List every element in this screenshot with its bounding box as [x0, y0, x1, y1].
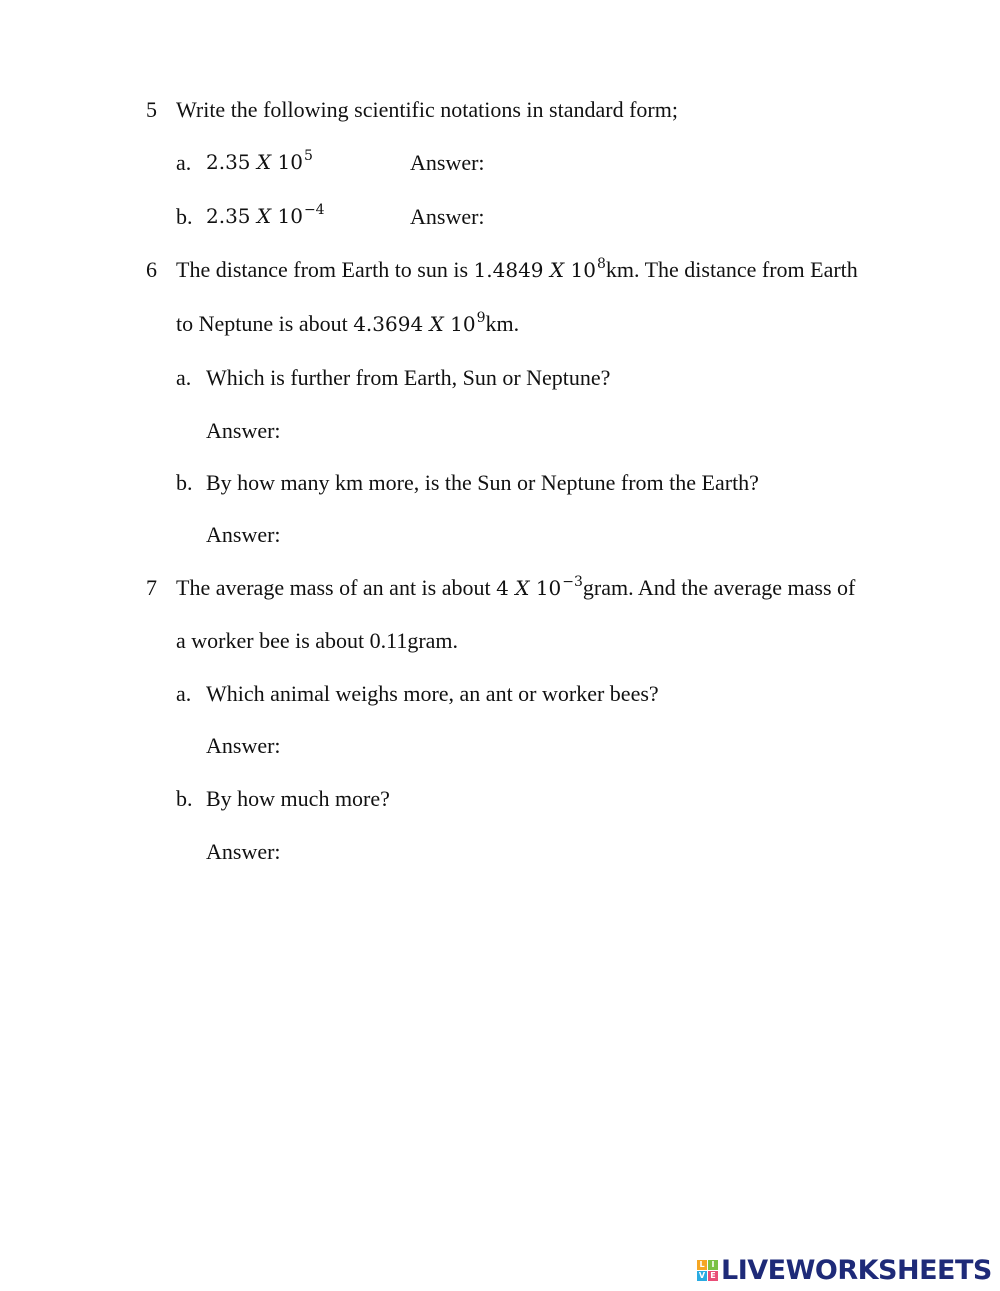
q5b-base: 10	[277, 204, 303, 228]
q7a-letter: a.	[176, 681, 192, 706]
q6-line2-pre: to Neptune is about	[176, 311, 354, 336]
q7a-answer-label: Answer:	[206, 733, 281, 758]
logo-mark-l: L	[697, 1260, 707, 1270]
question-6-line2	[176, 310, 520, 336]
q6b-letter: b.	[176, 470, 193, 495]
q5a-expression	[206, 148, 313, 174]
q7a-text: Which animal weighs more, an ant or worker bees?	[206, 681, 659, 706]
logo-mark-v: V	[698, 1270, 706, 1280]
q6-line1-pre: The distance from Earth to sun is	[176, 257, 474, 282]
q7b-answer-label: Answer:	[206, 839, 281, 864]
question-7-number: 7	[146, 575, 157, 600]
q7-line1-pre: The average mass of an ant is about	[176, 575, 497, 600]
q6a-answer-label: Answer:	[206, 418, 281, 443]
q6-sun-coefficient: 1.4849	[473, 258, 544, 282]
q6a-text: Which is further from Earth, Sun or Neptune?	[206, 365, 611, 390]
q6-neptune-exponent: 9	[476, 310, 486, 326]
q5b-coefficient: 2.35	[206, 204, 251, 228]
q7-ant-times: X	[515, 576, 530, 600]
q6-distance-neptune	[353, 312, 485, 336]
liveworksheets-logo-icon	[697, 1260, 718, 1281]
q5a-answer-label: Answer:	[410, 150, 485, 175]
q7-ant-base: 10	[535, 576, 562, 600]
q6b-text: By how many km more, is the Sun or Neptune from the Earth?	[206, 470, 759, 495]
q7-line1-post: gram. And the average mass of	[582, 575, 856, 600]
q7-ant-mass	[496, 576, 583, 600]
q6-line1-post: km. The distance from Earth	[605, 257, 858, 282]
liveworksheets-logo	[697, 1256, 992, 1284]
q7-ant-coefficient: 4	[496, 576, 509, 600]
q7b-letter: b.	[176, 786, 193, 811]
q6b-answer-label: Answer:	[206, 522, 281, 547]
question-5-text: Write the following scientific notations in standard form;	[176, 97, 678, 122]
q6-sun-times: X	[549, 258, 565, 282]
q6-sun-exponent: 8	[596, 256, 606, 272]
logo-mark-i: I	[708, 1260, 718, 1270]
q5b-letter: b.	[176, 204, 193, 229]
q5a-exponent: 5	[303, 148, 313, 164]
q5a-base: 10	[277, 150, 303, 174]
liveworksheets-logo-text: LIVEWORKSHEETS	[721, 1254, 992, 1286]
question-5-number: 5	[146, 97, 157, 122]
q6-neptune-times: X	[429, 312, 444, 336]
question-7-line1	[176, 574, 856, 600]
q6-neptune-coefficient: 4.3694	[353, 312, 424, 336]
q6-distance-sun	[474, 258, 606, 282]
q7b-text: By how much more?	[206, 786, 390, 811]
q6-neptune-base: 10	[450, 312, 476, 336]
question-7-line2: a worker bee is about 0.11gram.	[176, 628, 459, 653]
q5a-letter: a.	[176, 150, 192, 175]
q5b-answer-label: Answer:	[410, 204, 485, 229]
q7-ant-exponent: −3	[562, 574, 583, 590]
q5b-times: X	[256, 204, 272, 228]
q5a-times: X	[256, 150, 272, 174]
q5a-coefficient: 2.35	[206, 150, 251, 174]
logo-mark-e: E	[708, 1271, 718, 1281]
q5b-exponent: −4	[303, 202, 325, 218]
q5b-expression	[206, 202, 325, 228]
q6a-letter: a.	[176, 365, 192, 390]
question-6-line1	[176, 256, 858, 282]
q6-line2-post: km.	[485, 311, 520, 336]
q6-sun-base: 10	[570, 258, 596, 282]
question-6-number: 6	[146, 257, 157, 282]
